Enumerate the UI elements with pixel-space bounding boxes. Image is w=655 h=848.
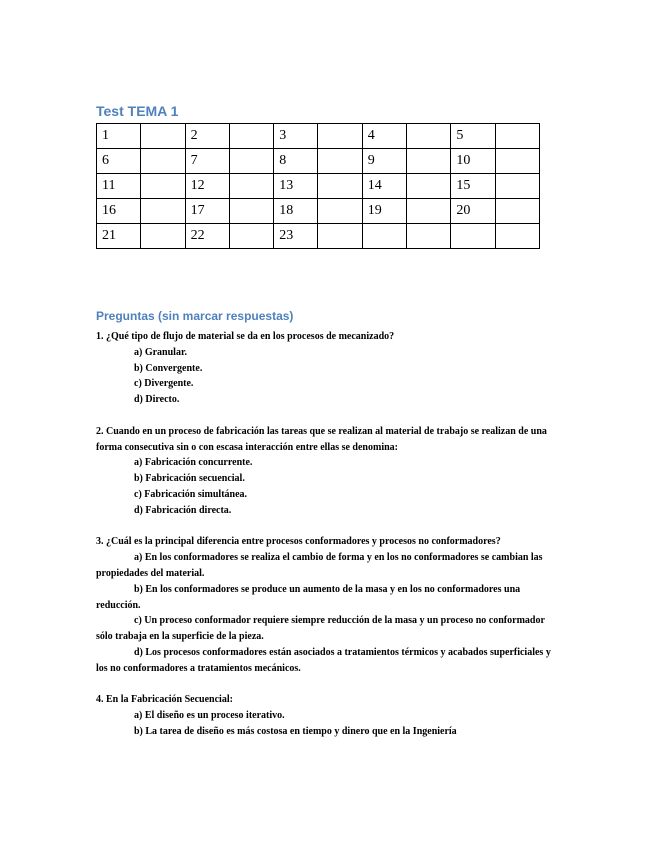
answer-cell[interactable] [141, 224, 185, 249]
question-number-cell: 7 [185, 149, 229, 174]
answer-option: b) Fabricación secuencial. [134, 473, 245, 485]
answer-option: d) Fabricación directa. [134, 504, 232, 516]
question-number-cell: 3 [274, 124, 318, 149]
answer-cell[interactable] [229, 174, 273, 199]
answer-cell[interactable] [407, 124, 451, 149]
answer-option: c) Fabricación simultánea. [134, 488, 248, 500]
answer-cell[interactable] [229, 224, 273, 249]
answer-option: a) Fabricación concurrente. [134, 457, 253, 469]
answer-cell[interactable] [407, 199, 451, 224]
question-number-cell: 2 [185, 124, 229, 149]
answer-cell[interactable] [229, 124, 273, 149]
question-number-cell: 10 [451, 149, 495, 174]
question-text: 4. En la Fabricación Secuencial: [96, 694, 233, 706]
question-number-cell: 20 [451, 199, 495, 224]
answer-grid-row [97, 174, 540, 199]
answer-cell[interactable] [318, 174, 362, 199]
answer-cell[interactable] [495, 199, 539, 224]
answer-cell[interactable] [495, 149, 539, 174]
answer-cell[interactable] [407, 224, 451, 249]
question-block [96, 534, 560, 676]
question-number-cell: 17 [185, 199, 229, 224]
answer-cell[interactable] [229, 149, 273, 174]
answer-cell[interactable] [229, 199, 273, 224]
question-number-cell: 4 [362, 124, 406, 149]
answer-cell[interactable] [318, 149, 362, 174]
question-number-cell: 14 [362, 174, 406, 199]
question-number-cell: 12 [185, 174, 229, 199]
answer-grid-row [97, 224, 540, 249]
question-number-cell [362, 224, 406, 249]
question-text: 1. ¿Qué tipo de flujo de material se da en los procesos de mecanizado? [96, 331, 395, 342]
question-number-cell: 15 [451, 174, 495, 199]
answer-cell[interactable] [407, 149, 451, 174]
answer-option: d) Directo. [134, 394, 180, 406]
answer-option: b) Convergente. [134, 362, 203, 374]
question-number-cell: 18 [274, 199, 318, 224]
answer-cell[interactable] [407, 174, 451, 199]
answer-option: a) En los conformadores se realiza el cambio de forma y en los no conformadores se cambian las propiedades del material. [96, 552, 543, 579]
answer-cell[interactable] [495, 174, 539, 199]
question-number-cell: 9 [362, 149, 406, 174]
question-number-cell: 22 [185, 224, 229, 249]
answer-grid-row [97, 199, 540, 224]
question-number-cell: 19 [362, 199, 406, 224]
answer-cell[interactable] [141, 124, 185, 149]
answer-cell[interactable] [318, 224, 362, 249]
answer-cell[interactable] [141, 199, 185, 224]
answer-option: a) El diseño es un proceso iterativo. [134, 710, 285, 722]
answer-cell[interactable] [318, 199, 362, 224]
page-title: Test TEMA 1 [96, 103, 179, 119]
question-number-cell [451, 224, 495, 249]
answer-option: a) Granular. [134, 346, 187, 358]
answer-cell[interactable] [318, 124, 362, 149]
question-number-cell: 23 [274, 224, 318, 249]
answer-option: b) La tarea de diseño es más costosa en tiempo y dinero que en la Ingeniería [134, 725, 457, 737]
answer-cell[interactable] [141, 149, 185, 174]
question-number-cell: 5 [451, 124, 495, 149]
question-number-cell: 16 [97, 199, 141, 224]
answer-option: b) En los conformadores se produce un aumento de la masa y en los no conformadores una reducción. [96, 583, 521, 611]
question-number-cell: 11 [97, 174, 141, 199]
answer-grid-row [97, 124, 540, 149]
question-text: 3. ¿Cuál es la principal diferencia entre procesos conformadores y procesos no conformadores? [96, 536, 501, 548]
question-number-cell: 8 [274, 149, 318, 174]
section-title: Preguntas (sin marcar respuestas) [96, 309, 294, 323]
question-number-cell: 21 [97, 224, 141, 249]
answer-option: c) Divergente. [134, 378, 194, 390]
question-number-cell: 6 [97, 149, 141, 174]
question-number-cell: 13 [274, 174, 318, 199]
answer-cell[interactable] [141, 174, 185, 199]
question-block [96, 692, 560, 739]
answer-cell[interactable] [495, 224, 539, 249]
answer-grid [96, 123, 540, 249]
question-block [96, 424, 560, 519]
question-text: 2. Cuando en un proceso de fabricación las tareas que se realizan al material de trabajo se realizan de una forma consecutiva sin o con escasa interacción entre ellas se denomina: [96, 425, 547, 453]
answer-grid-row [97, 149, 540, 174]
question-number-cell: 1 [97, 124, 141, 149]
question-block [96, 329, 560, 408]
question-list [96, 329, 560, 756]
answer-option: c) Un proceso conformador requiere siempre reducción de la masa y un proceso no conformador sólo trabaja en la superficie de la pieza. [96, 615, 545, 643]
answer-option: d) Los procesos conformadores están asociados a tratamientos térmicos y acabados superficiales y los no conformadores a tratamientos mecánicos. [96, 646, 551, 674]
answer-cell[interactable] [495, 124, 539, 149]
